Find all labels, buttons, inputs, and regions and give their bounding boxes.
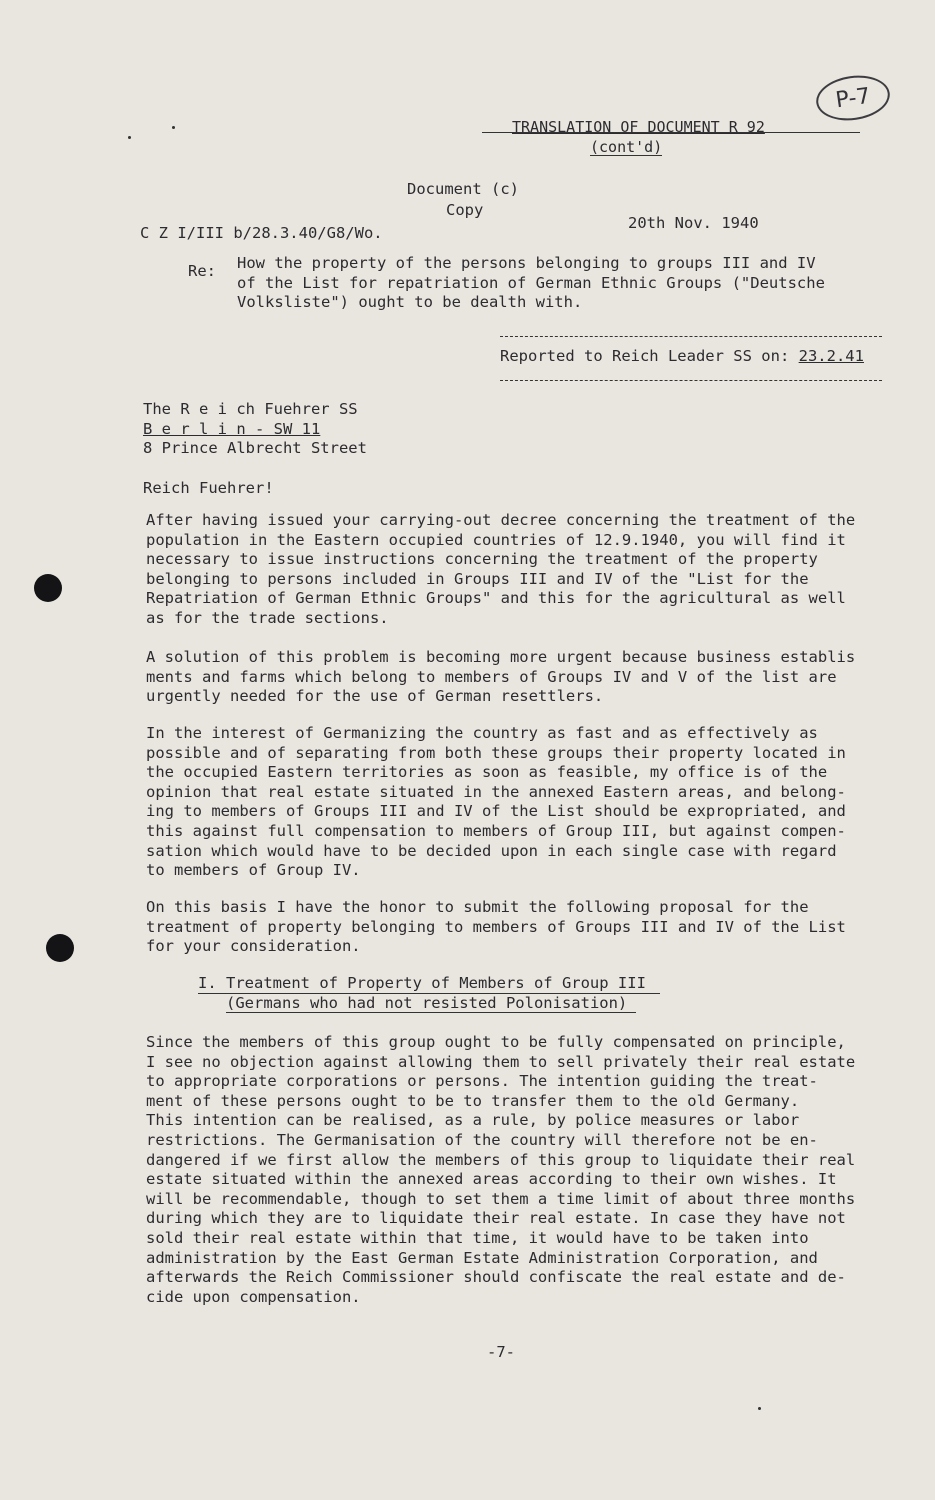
text-line: population in the Eastern occupied countries of 12.9.1940, you will find it	[146, 530, 846, 549]
address-street: 8 Prince Albrecht Street	[143, 439, 367, 457]
paragraph-3	[146, 724, 886, 881]
text-line: afterwards the Reich Commissioner should confiscate the real estate and de-	[146, 1268, 846, 1287]
text-line: Repatriation of German Ethnic Groups" and this for the agricultural as well	[146, 589, 846, 608]
text-line: during which they are to liquidate their real estate. In case they have not	[146, 1209, 846, 1228]
text-line: ing to members of Groups III and IV of the List should be expropriated, and	[146, 802, 846, 821]
page-stamp-label: P-7	[834, 83, 872, 113]
text-line: This intention can be realised, as a rule, by police measures or labor	[146, 1111, 800, 1130]
re-line: Volksliste") ought to be dealth with.	[237, 293, 583, 312]
text-line: sation which would have to be decided upon in each single case with regard	[146, 841, 837, 860]
text-line: On this basis I have the honor to submit the following proposal for the	[146, 898, 809, 916]
paragraph-1	[146, 511, 886, 629]
cont-rule	[590, 155, 662, 156]
reported-date: 23.2.41	[798, 347, 864, 365]
text-line: for your consideration.	[146, 937, 361, 956]
text-line: Since the members of this group ought to be fully compensated on principle,	[146, 1033, 846, 1051]
text-line: this against full compensation to members of Group III, but against compen-	[146, 821, 846, 840]
section-subheading: (Germans who had not resisted Polonisation)	[226, 994, 628, 1012]
text-line: belonging to persons included in Groups III and IV of the "List for the	[146, 569, 809, 588]
text-line: urgently needed for the use of German resettlers.	[146, 687, 604, 706]
page-number: -7-	[487, 1343, 515, 1361]
address-city: B e r l i n - SW 11	[143, 420, 321, 438]
text-line: to members of Group IV.	[146, 861, 361, 880]
copy-label: Copy	[446, 201, 484, 219]
text-line: In the interest of Germanizing the country as fast and as effectively as	[146, 724, 818, 742]
paragraph-5	[146, 1033, 886, 1307]
text-line: possible and of separating from both these groups their property located in	[146, 743, 846, 762]
re-line: How the property of the persons belonging to groups III and IV	[237, 254, 816, 272]
text-line: as for the trade sections.	[146, 608, 389, 627]
text-line: sold their real estate within that time, it would have to be taken into	[146, 1228, 809, 1247]
translation-title: TRANSLATION OF DOCUMENT R 92	[512, 118, 765, 136]
text-line: administration by the East German Estate Administration Corporation, and	[146, 1248, 818, 1267]
text-line: estate situated within the annexed areas according to their own wishes. It	[146, 1170, 837, 1189]
title-rule	[482, 132, 860, 133]
paragraph-2	[146, 648, 886, 707]
continued-label: (cont'd)	[590, 138, 663, 156]
reported-label: Reported to Reich Leader SS on:	[500, 347, 790, 365]
re-label: Re:	[188, 262, 216, 280]
reference-code: C Z I/III b/28.3.40/G8/Wo.	[140, 224, 383, 242]
text-line: ment of these persons ought to be to transfer them to the old Germany.	[146, 1091, 800, 1110]
text-line: restrictions. The Germanisation of the country will therefore not be en-	[146, 1130, 818, 1149]
section-subheading-rule	[226, 1012, 636, 1013]
speck	[128, 136, 131, 139]
punch-hole-bottom	[46, 934, 74, 962]
text-line: to appropriate corporations or persons. The intention guiding the treat-	[146, 1072, 818, 1091]
text-line: the occupied Eastern territories as soon as feasible, my office is of the	[146, 763, 828, 782]
re-line: of the List for repatriation of German Ethnic Groups ("Deutsche	[237, 273, 825, 292]
text-line: opinion that real estate situated in the annexed Eastern areas, and belong-	[146, 782, 846, 801]
page-stamp	[813, 71, 892, 125]
text-line: necessary to issue instructions concerning the treatment of the property	[146, 550, 818, 569]
punch-hole-top	[34, 574, 62, 602]
text-line: will be recommendable, though to set them a time limit of about three months	[146, 1189, 856, 1208]
reported-top-rule	[500, 336, 882, 337]
speck	[758, 1407, 761, 1410]
reported-line	[500, 347, 864, 365]
text-line: I see no objection against allowing them to sell privately their real estate	[146, 1052, 856, 1071]
text-line: ments and farms which belong to members of Groups IV and V of the list are	[146, 667, 837, 686]
reported-bottom-rule	[500, 380, 882, 381]
document-label: Document (c)	[407, 180, 519, 198]
re-subject	[237, 254, 857, 313]
section-heading: I. Treatment of Property of Members of Group III	[198, 974, 646, 992]
text-line: treatment of property belonging to members of Groups III and IV of the List	[146, 917, 846, 936]
address-recipient: The R e i ch Fuehrer SS	[143, 400, 358, 418]
speck	[172, 126, 175, 129]
text-line: After having issued your carrying-out decree concerning the treatment of the	[146, 511, 856, 529]
text-line: A solution of this problem is becoming more urgent because business establis	[146, 648, 856, 666]
document-date: 20th Nov. 1940	[628, 214, 759, 232]
paragraph-4	[146, 898, 886, 957]
text-line: cide upon compensation.	[146, 1287, 361, 1306]
text-line: dangered if we first allow the members of this group to liquidate their real	[146, 1150, 856, 1169]
salutation: Reich Fuehrer!	[143, 479, 274, 497]
